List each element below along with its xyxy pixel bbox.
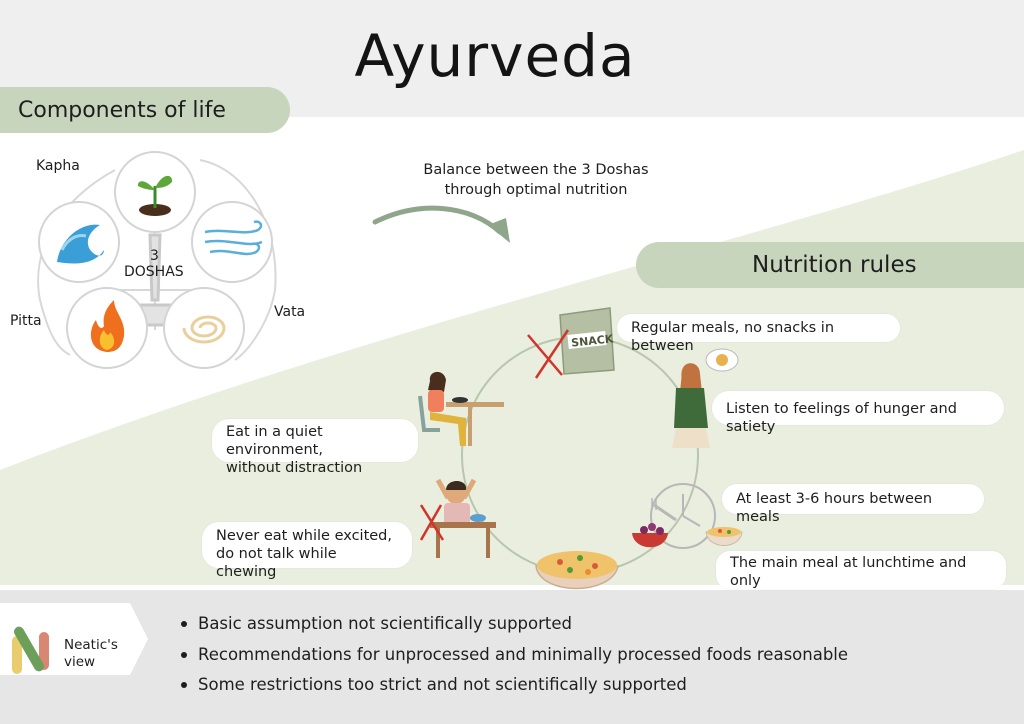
components-of-life-heading: Components of life	[0, 87, 290, 133]
kapha-label: Kapha	[36, 158, 80, 174]
page-title: Ayurveda	[354, 22, 636, 90]
neatic-brand-line-2: view	[64, 653, 96, 670]
rule-quiet-line-1: Eat in a quiet environment,	[226, 424, 323, 459]
assessment-item: Some restrictions too strict and not scientifically supported	[178, 672, 848, 703]
rule-main-meal	[716, 551, 1006, 589]
assessment-item: Basic assumption not scientifically supported	[178, 611, 848, 642]
rule-not-excited-line-2: do not talk while chewing	[216, 546, 337, 581]
rule-no-snacks: Regular meals, no snacks in between	[617, 314, 900, 342]
pitta-label: Pitta	[10, 313, 42, 329]
rule-quiet-environment	[212, 419, 418, 477]
balance-line-2: through optimal nutrition	[444, 182, 628, 199]
balance-line-1: Balance between the 3 Doshas	[423, 162, 649, 178]
doshas-word: DOSHAS	[124, 264, 184, 280]
doshas-number: 3	[150, 248, 159, 264]
snack-bag-label: SNACK	[570, 332, 614, 350]
balance-text	[418, 160, 654, 201]
assessment-list	[178, 611, 848, 703]
assessment-item: Recommendations for unprocessed and minimally processed foods reasonable	[178, 642, 848, 673]
rule-main-meal-line-1: The main meal at lunchtime and only	[730, 555, 967, 590]
rule-hunger-satiety: Listen to feelings of hunger and satiety	[712, 391, 1004, 425]
neatic-brand-line-1: Neatic's	[64, 637, 118, 653]
rule-quiet-line-2: without distraction	[226, 460, 363, 477]
vata-label: Vata	[274, 304, 306, 320]
neatic-view-label	[64, 637, 118, 671]
nutrition-rules-heading: Nutrition rules	[636, 242, 1024, 288]
rule-not-excited-line-1: Never eat while excited,	[216, 528, 392, 544]
rule-hours-between: At least 3-6 hours between meals	[722, 484, 984, 514]
rule-not-excited	[202, 522, 412, 581]
